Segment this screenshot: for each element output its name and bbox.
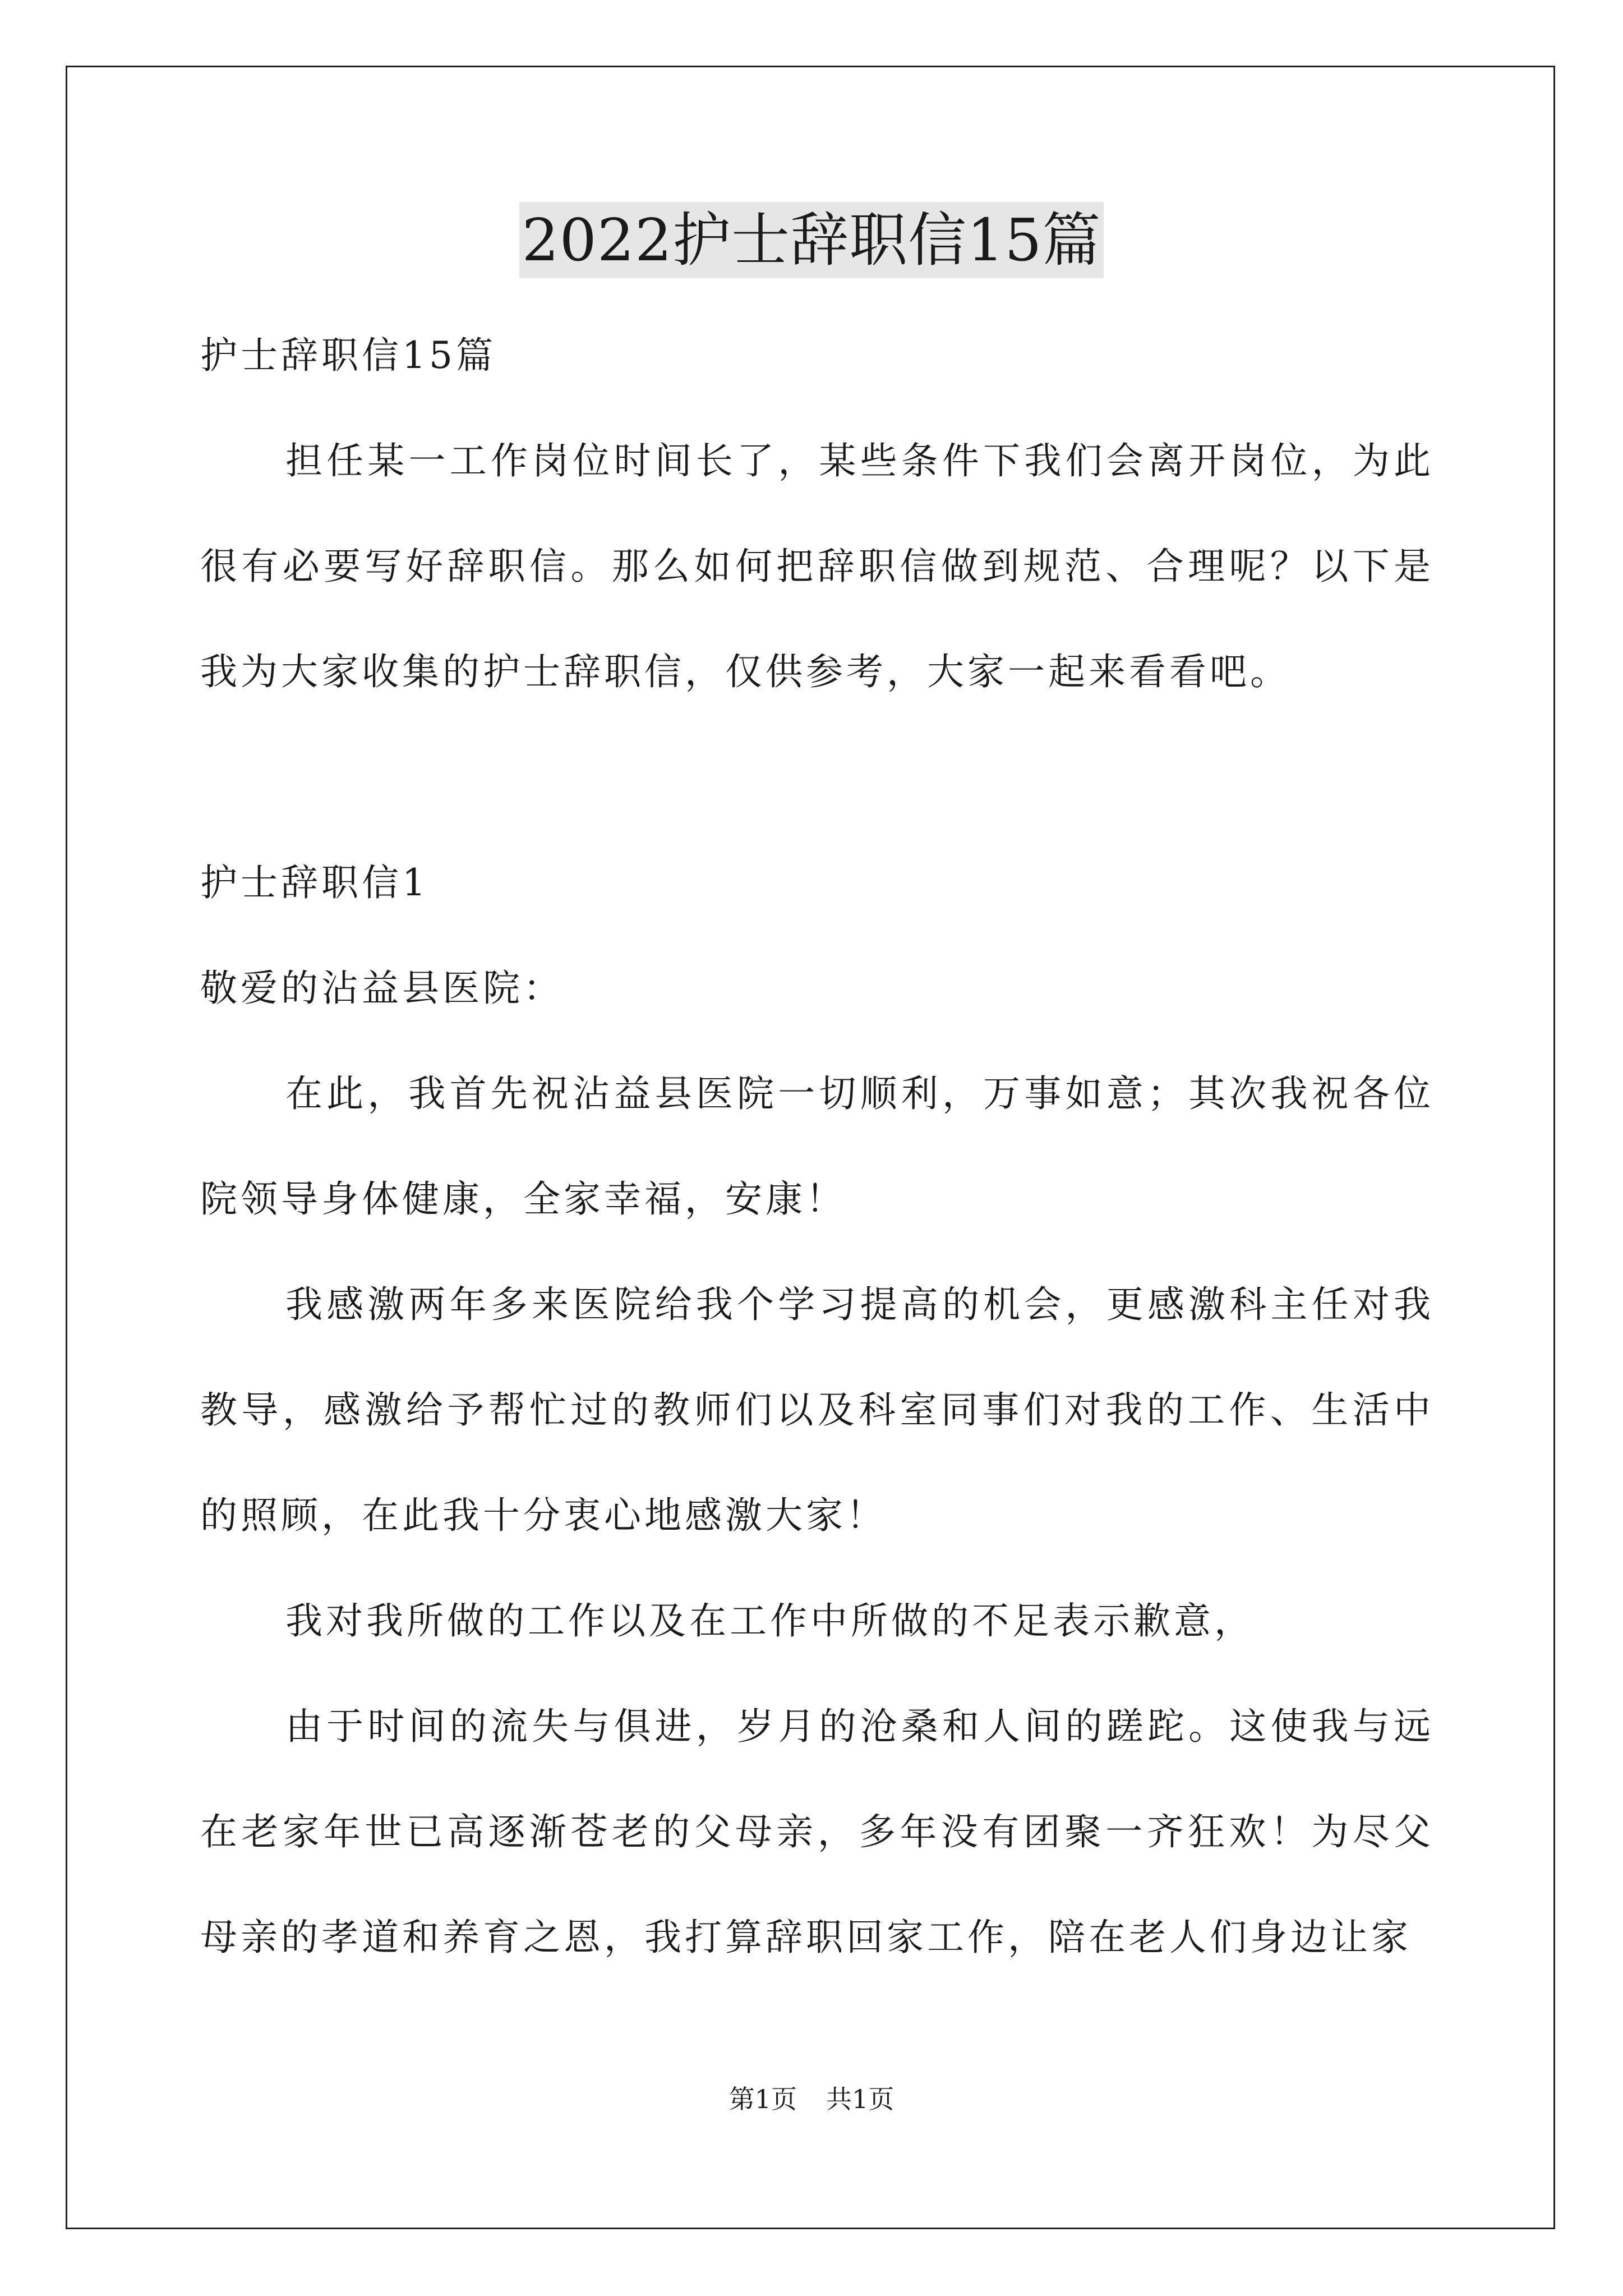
document-body [200,303,1434,1990]
intro-paragraph: 担任某一工作岗位时间长了，某些条件下我们会离开岗位，为此很有必要写好辞职信。那么如何把辞职信做到规范、合理呢？以下是我为大家收集的护士辞职信，仅供参考，大家一起来看看吧。 [200,439,1434,693]
title-container [0,202,1623,278]
letter-paragraph: 我对我所做的工作以及在工作中所做的不足表示歉意， [285,1599,1255,1642]
section-spacer [200,725,1434,830]
document-title: 2022护士辞职信15篇 [519,202,1103,278]
letter-paragraph: 在此，我首先祝沾益县医院一切顺利，万事如意；其次我祝各位院领导身体健康，全家幸福，安康！ [200,1072,1434,1221]
letter-salutation: 敬爱的沾益县医院： [200,967,564,1010]
letter-paragraph: 我感激两年多来医院给我个学习提高的机会，更感激科主任对我教导，感激给予帮忙过的教师们以及科室同事们对我的工作、生活中的照顾，在此我十分衷心地感激大家！ [200,1283,1434,1537]
document-subtitle: 护士辞职信15篇 [200,334,496,377]
page-footer [0,2082,1623,2116]
letter-heading: 护士辞职信1 [200,861,429,904]
page-total: 共1页 [826,2084,895,2114]
page-number: 第1页 [728,2084,797,2114]
letter-paragraph: 由于时间的流失与俱进，岁月的沧桑和人间的蹉跎。这使我与远在老家年世已高逐渐苍老的父母亲，多年没有团聚一齐狂欢！为尽父母亲的孝道和养育之恩，我打算辞职回家工作，陪在老人们身边让家 [200,1705,1434,1959]
